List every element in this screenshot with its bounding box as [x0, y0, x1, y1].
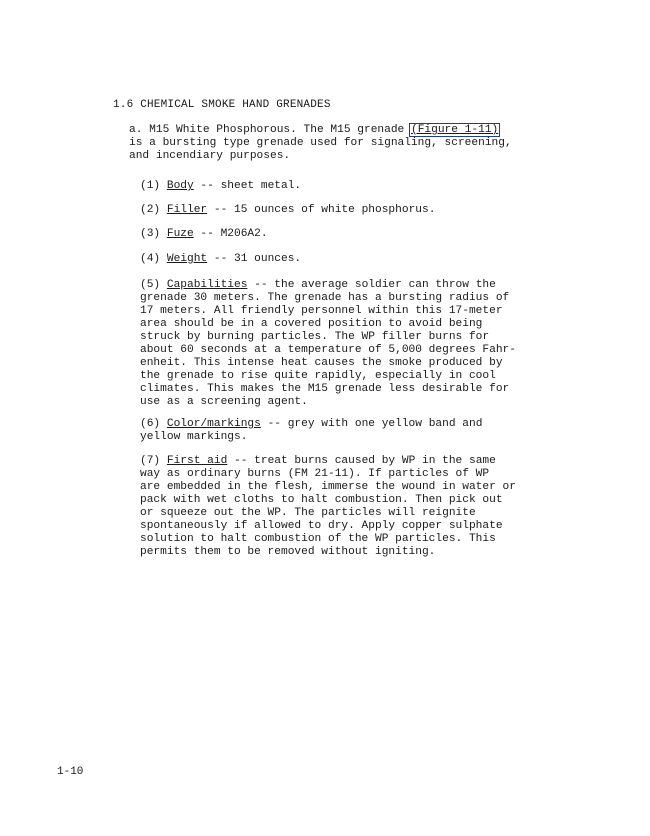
page-number: 1-10 [57, 766, 84, 778]
body-line: struck by burning particles. The WP filler burns for [140, 331, 490, 343]
item-term: First aid [166, 455, 228, 467]
body-line: spontaneously if allowed to dry. Apply copper sulphate [140, 520, 503, 532]
item-number: (5) [140, 279, 167, 291]
item-first-aid-line-1 [140, 455, 562, 468]
body-line: are embedded in the flesh, immerse the wound in water or [140, 481, 516, 493]
item-term: Weight [166, 253, 208, 265]
paragraph-a-line-1 [129, 124, 563, 137]
item-number: (1) [140, 180, 167, 192]
paragraph-a [129, 124, 563, 163]
body-line: about 60 seconds at a temperature of 5,000 degrees Fahr- [140, 344, 516, 356]
item-term: Capabilities [166, 279, 248, 291]
item-first-aid [140, 455, 562, 559]
item-text: -- the average soldier can throw the [247, 279, 496, 291]
item-term: Fuze [166, 228, 194, 240]
item-term: Body [166, 180, 194, 192]
item-text: -- sheet metal. [193, 180, 302, 192]
body-line: the grenade to rise quite rapidly, especially in cool [140, 370, 496, 382]
body-line: area should be in a covered position to avoid being [140, 318, 483, 330]
item-term: Color/markings [166, 418, 261, 430]
item-text: -- treat burns caused by WP in the same [227, 455, 496, 467]
item-term: Filler [166, 204, 208, 216]
paragraph-a-prefix: a. M15 White Phosphorous. The M15 grenade [129, 124, 411, 136]
item-text: -- 15 ounces of white phosphorus. [207, 204, 436, 216]
item-filler [140, 204, 435, 216]
body-line: 17 meters. All friendly personnel within this 17-meter [140, 305, 503, 317]
body-line: way as ordinary burns (FM 21-11). If particles of WP [140, 468, 490, 480]
item-number: (4) [140, 253, 167, 265]
item-number: (2) [140, 204, 167, 216]
item-weight [140, 253, 301, 265]
item-body [140, 180, 301, 192]
item-text: -- grey with one yellow band and [260, 418, 483, 430]
body-line: yellow markings. [140, 431, 248, 443]
body-line: permits them to be removed without igniting. [140, 546, 436, 558]
section-heading: 1.6 CHEMICAL SMOKE HAND GRENADES [113, 99, 331, 111]
item-number: (7) [140, 455, 167, 467]
item-capabilities [140, 279, 562, 409]
item-text: -- 31 ounces. [207, 253, 302, 265]
figure-1-11-link[interactable]: (Figure 1-11) [410, 124, 499, 136]
paragraph-a-line-2: is a bursting type grenade used for signaling, screening, [129, 137, 512, 149]
body-line: solution to halt combustion of the WP particles. This [140, 533, 496, 545]
body-line: climates. This makes the M15 grenade less desirable for [140, 383, 510, 395]
body-line: use as a screening agent. [140, 396, 308, 408]
paragraph-a-line-3: and incendiary purposes. [129, 150, 291, 162]
item-text: -- M206A2. [193, 228, 268, 240]
item-color-markings [140, 418, 562, 444]
item-fuze [140, 228, 268, 240]
body-line: enheit. This intense heat causes the smoke produced by [140, 357, 503, 369]
body-line: or squeeze out the WP. The particles will reignite [140, 507, 476, 519]
item-number: (6) [140, 418, 167, 430]
body-line: grenade 30 meters. The grenade has a bursting radius of [140, 292, 510, 304]
item-color-markings-line-1 [140, 418, 562, 431]
item-capabilities-line-1 [140, 279, 562, 292]
body-line: pack with wet cloths to halt combustion. Then pick out [140, 494, 503, 506]
item-number: (3) [140, 228, 167, 240]
